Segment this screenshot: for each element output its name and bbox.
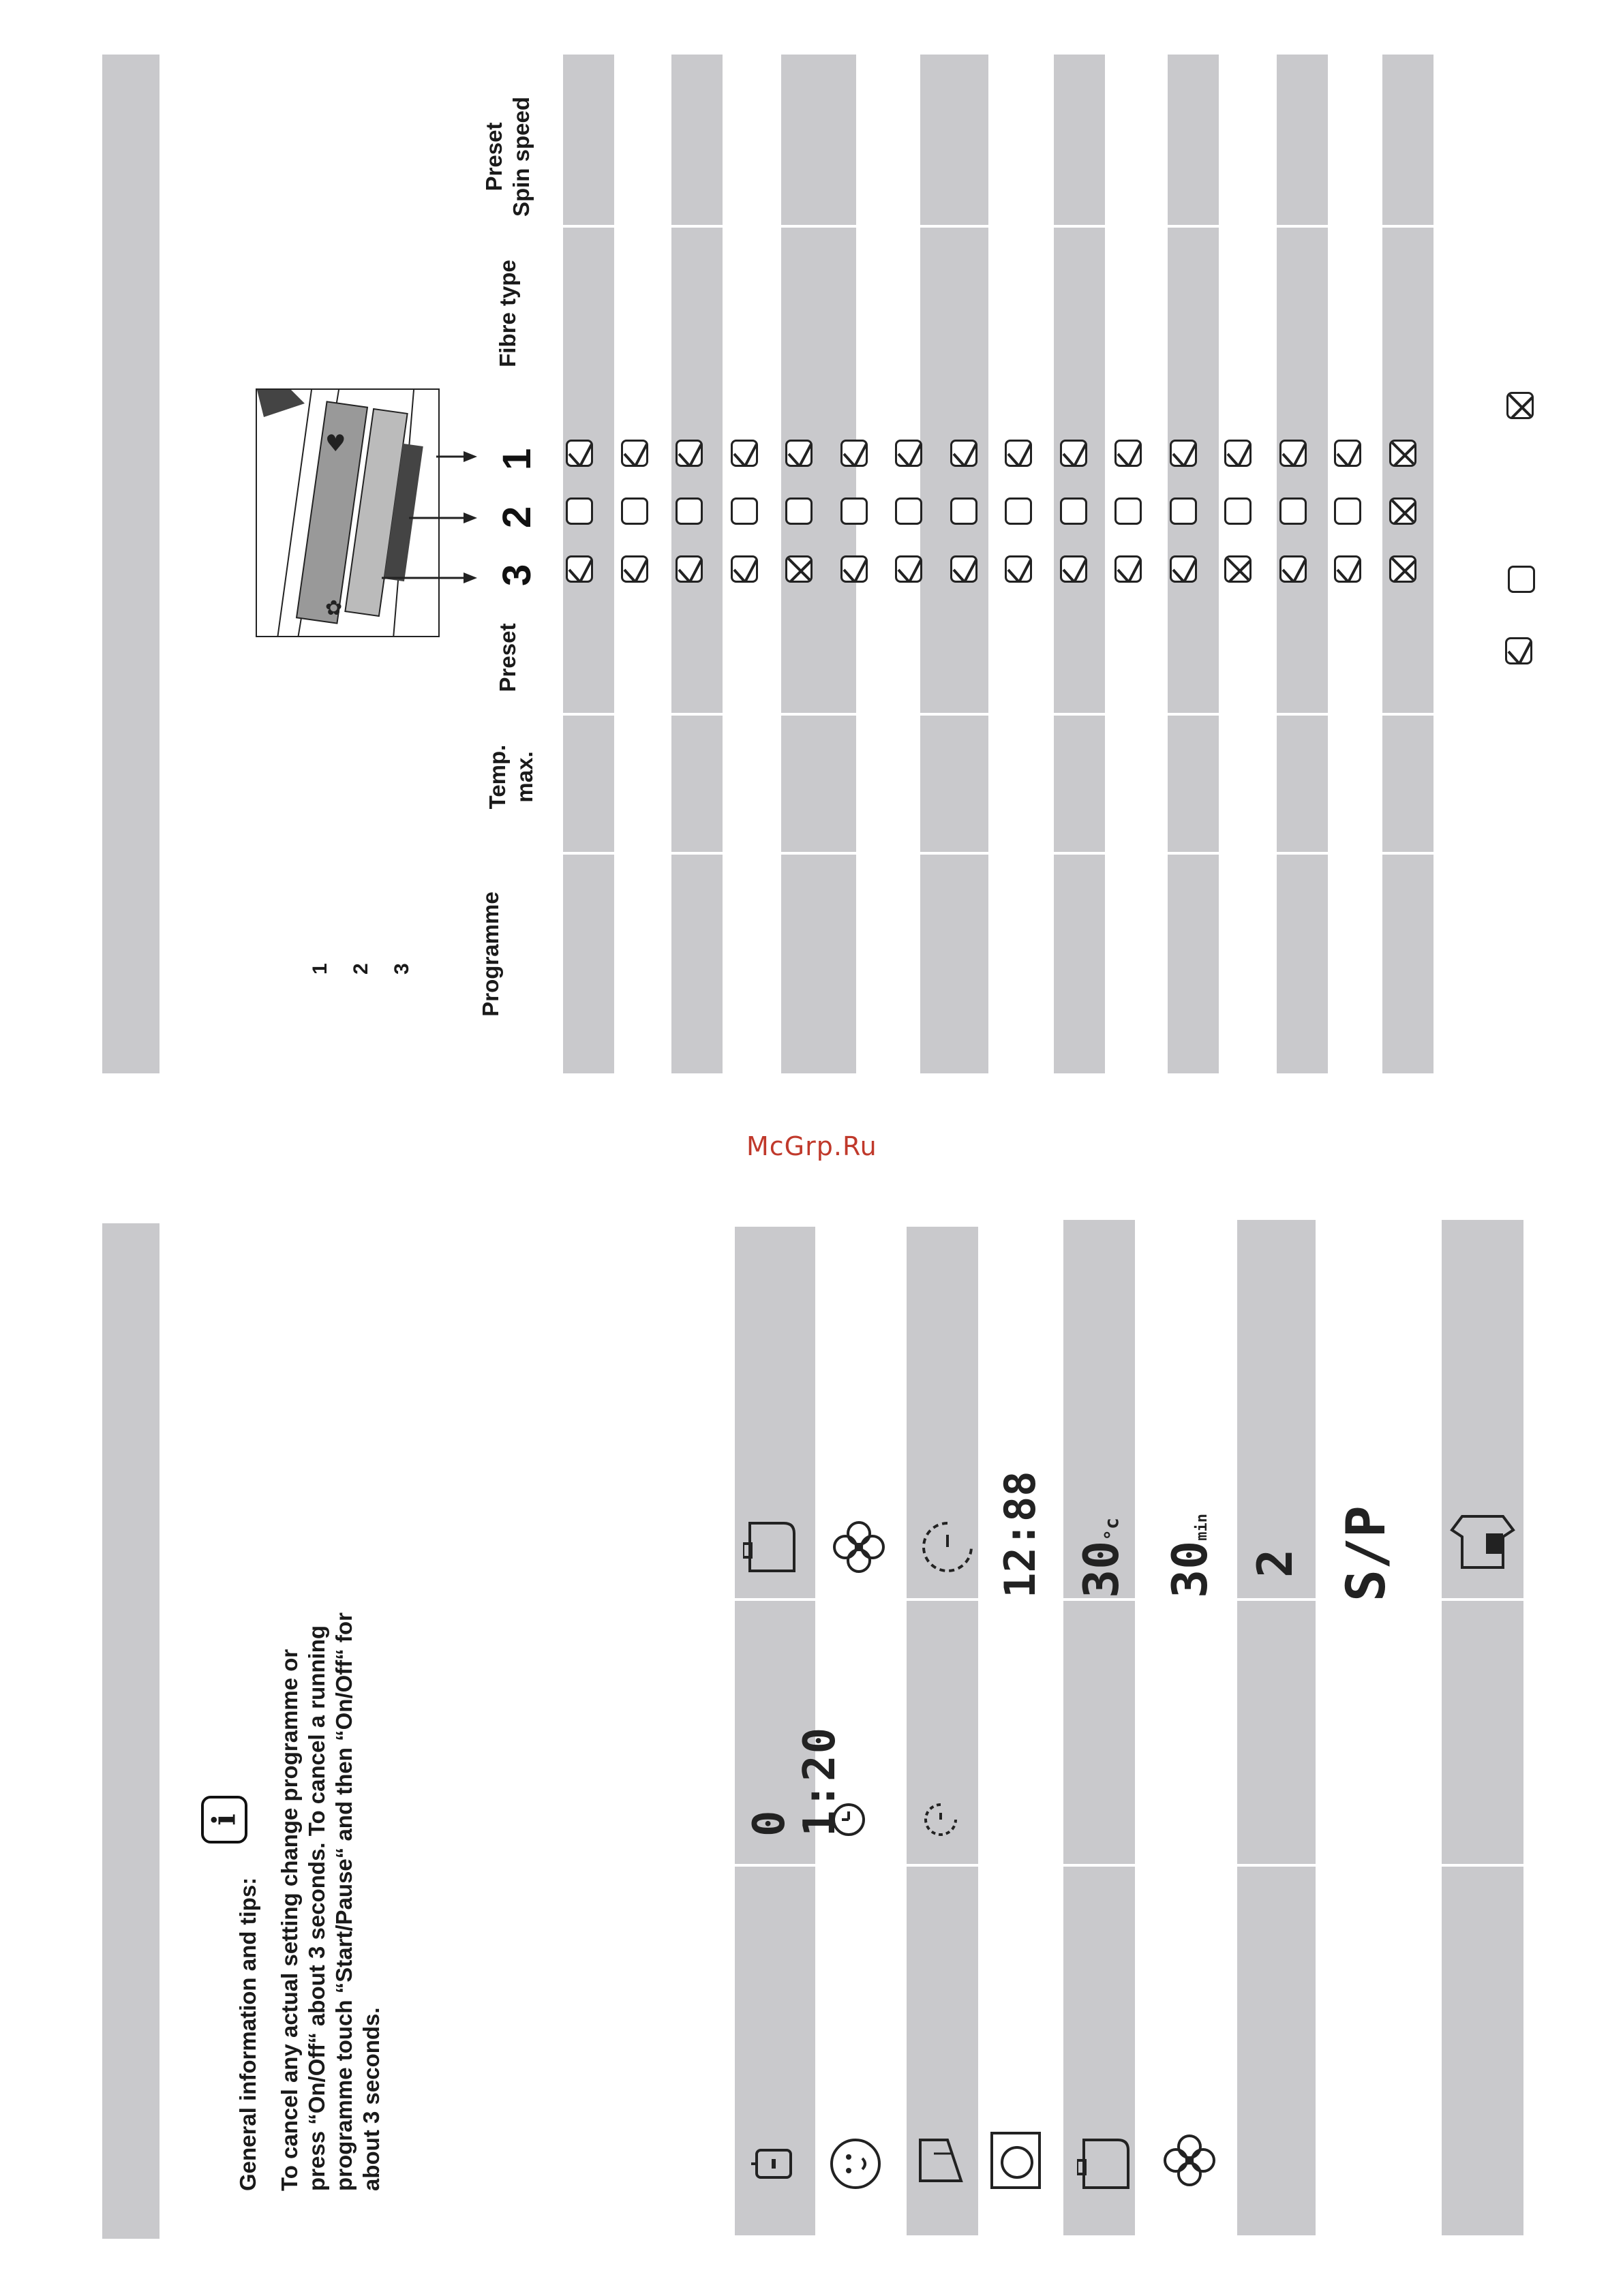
baby-face-icon <box>825 2130 886 2201</box>
fibre-checkbox-pos2 <box>1060 498 1087 525</box>
fibre-checkbox-pos1 <box>1334 440 1361 467</box>
fibre-marker-1: 1 <box>495 448 539 470</box>
fibre-checkbox-pos3 <box>1224 555 1252 583</box>
fibre-checkbox-pos1 <box>785 440 813 467</box>
fibre-checkbox-pos1 <box>1060 440 1087 467</box>
fibre-checkbox-pos1 <box>1389 440 1416 467</box>
timer-icon <box>920 1799 961 1843</box>
header-preset-spin: Preset Spin speed <box>481 96 534 217</box>
legend-check-box <box>1505 637 1532 664</box>
fibre-checkbox-pos3 <box>1170 555 1197 583</box>
fibre-checkbox-pos1 <box>1224 440 1252 467</box>
fibre-checkbox-pos3 <box>1279 555 1307 583</box>
timer-icon <box>917 1516 978 1581</box>
fibre-checkbox-pos3 <box>1060 555 1087 583</box>
fibre-marker-2: 2 <box>495 506 539 528</box>
fibre-checkbox-pos2 <box>731 498 758 525</box>
fibre-checkbox-pos2 <box>621 498 648 525</box>
header-temp-max: Temp. max. <box>485 744 537 810</box>
bottle-icon <box>743 1513 798 1585</box>
fibre-checkbox-pos2 <box>1005 498 1032 525</box>
boot-icon <box>913 2126 975 2198</box>
fibre-checkbox-pos1 <box>1114 440 1142 467</box>
svg-text:✿: ✿ <box>325 596 343 620</box>
fibre-checkbox-pos1 <box>1170 440 1197 467</box>
child-lock-icon <box>750 2140 798 2191</box>
fibre-checkbox-pos3 <box>950 555 977 583</box>
watermark: McGrp.Ru <box>746 1131 877 1161</box>
fibre-checkbox-pos1 <box>1279 440 1307 467</box>
fibre-checkbox-pos3 <box>566 555 593 583</box>
header-fibre-type: Fibre type <box>495 260 520 367</box>
fibre-checkbox-pos1 <box>950 440 977 467</box>
shirt-icon <box>1448 1506 1517 1578</box>
fibre-checkbox-pos3 <box>676 555 703 583</box>
fibre-checkbox-pos1 <box>895 440 922 467</box>
position-arrows <box>382 450 491 586</box>
legend-cross-box <box>1506 392 1534 419</box>
fibre-checkbox-pos3 <box>1114 555 1142 583</box>
fibre-checkbox-pos1 <box>621 440 648 467</box>
fibre-checkbox-pos2 <box>1170 498 1197 525</box>
fibre-checkbox-pos3 <box>785 555 813 583</box>
fibre-checkbox-pos2 <box>1224 498 1252 525</box>
fibre-checkbox-pos1 <box>731 440 758 467</box>
header-preset: Preset <box>495 623 520 692</box>
fibre-checkbox-pos1 <box>676 440 703 467</box>
fibre-checkbox-pos2 <box>566 498 593 525</box>
fibre-checkbox-pos3 <box>1334 555 1361 583</box>
fibre-checkbox-pos2 <box>1389 498 1416 525</box>
info-icon: i <box>201 1796 247 1843</box>
fibre-checkbox-pos1 <box>1005 440 1032 467</box>
info-text: To cancel any actual setting change programme or press “On/Off“ about 3 seconds. To cancel a running programme touch “Start/Pause“ and then “On/Off“ for about 3 seconds. <box>277 1612 384 2191</box>
fibre-checkbox-pos3 <box>895 555 922 583</box>
bottle-icon <box>1077 2130 1132 2201</box>
fibre-checkbox-pos2 <box>895 498 922 525</box>
svg-text:♥: ♥ <box>325 430 346 457</box>
washer-icon <box>988 2130 1043 2194</box>
fibre-checkbox-pos3 <box>731 555 758 583</box>
fibre-marker-3: 3 <box>495 564 539 586</box>
fibre-checkbox-pos2 <box>785 498 813 525</box>
fibre-checkbox-pos1 <box>566 440 593 467</box>
fibre-checkbox-pos3 <box>1389 555 1416 583</box>
fibre-checkbox-pos3 <box>1005 555 1032 583</box>
fibre-checkbox-pos2 <box>1114 498 1142 525</box>
fibre-checkbox-pos2 <box>840 498 868 525</box>
legend-empty-box <box>1508 566 1535 593</box>
flower-icon <box>1159 2130 1220 2194</box>
fibre-checkbox-pos3 <box>621 555 648 583</box>
fibre-checkbox-pos2 <box>1334 498 1361 525</box>
fibre-checkbox-pos3 <box>840 555 868 583</box>
clock-icon <box>828 1799 869 1843</box>
flower-icon <box>828 1516 890 1581</box>
fibre-checkbox-pos2 <box>950 498 977 525</box>
fibre-checkbox-pos1 <box>840 440 868 467</box>
info-title: General information and tips: <box>235 1877 260 2191</box>
fibre-checkbox-pos2 <box>676 498 703 525</box>
fibre-checkbox-pos2 <box>1279 498 1307 525</box>
fibre-position-list: 1 2 3 <box>309 963 413 975</box>
header-programme: Programme <box>478 891 503 1017</box>
